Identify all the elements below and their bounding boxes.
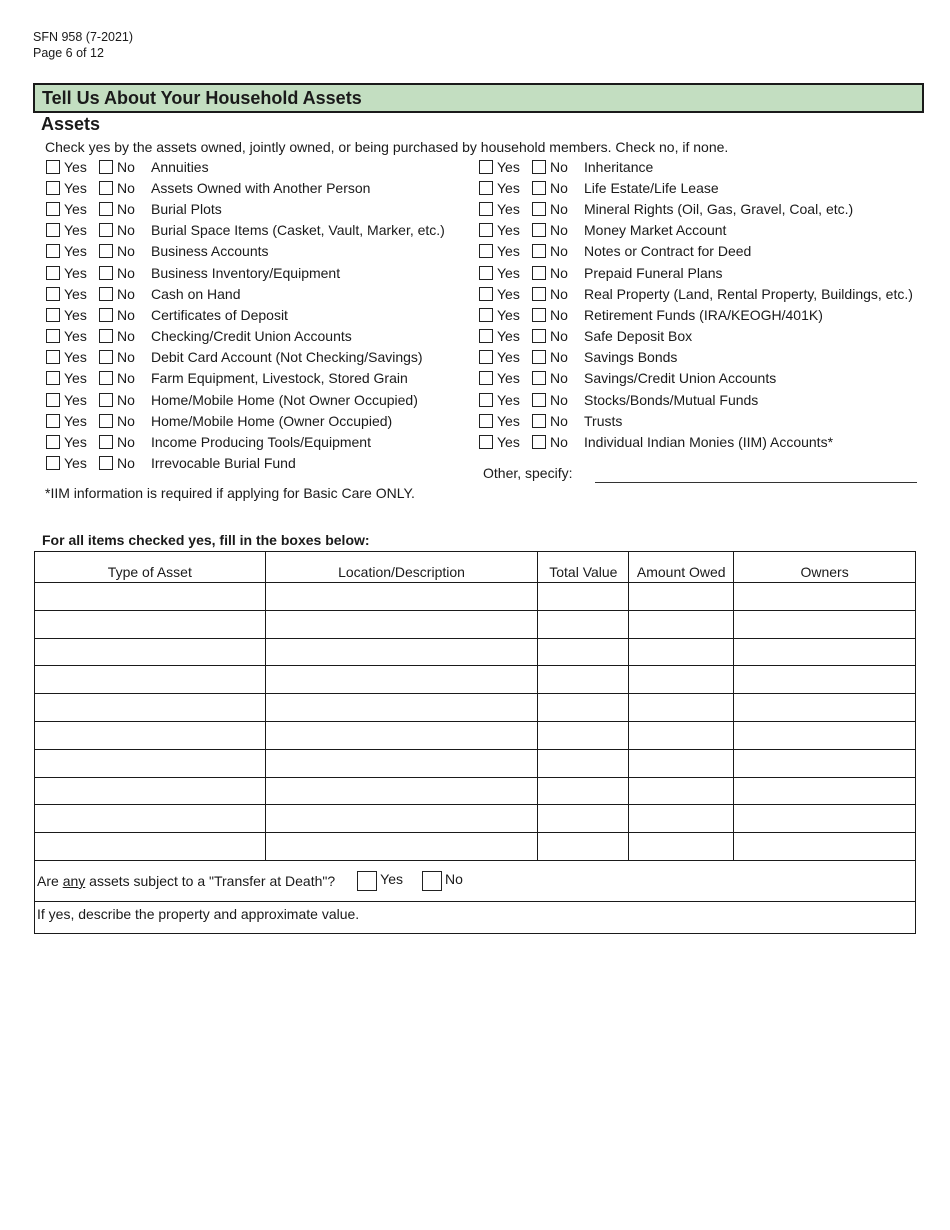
yes-option[interactable]: Yes	[46, 392, 99, 408]
no-checkbox[interactable]	[532, 181, 546, 195]
other-specify-field[interactable]	[595, 482, 917, 483]
type-of-asset-cell[interactable]	[35, 833, 266, 861]
yes-option[interactable]: Yes	[46, 434, 99, 450]
table-row	[35, 777, 916, 805]
yes-checkbox[interactable]	[46, 160, 60, 174]
location-description-cell[interactable]	[265, 666, 538, 694]
yes-checkbox[interactable]	[479, 181, 493, 195]
asset-item-label: Individual Indian Monies (IIM) Accounts*	[584, 434, 834, 451]
no-option[interactable]: No	[99, 265, 151, 281]
asset-item-stocks-bonds-mutual-funds	[479, 389, 913, 410]
no-checkbox[interactable]	[99, 414, 113, 428]
transfer-description-label: If yes, describe the property and approximate value.	[37, 905, 360, 922]
no-option[interactable]: No	[532, 392, 584, 408]
asset-item-label: Savings Bonds	[584, 349, 678, 366]
yes-checkbox[interactable]	[479, 160, 493, 174]
yes-option[interactable]: Yes	[46, 222, 99, 238]
no-checkbox[interactable]	[532, 435, 546, 449]
fill-instruction: For all items checked yes, fill in the boxes below:	[42, 532, 370, 548]
no-checkbox[interactable]	[99, 456, 113, 470]
section-title: Tell Us About Your Household Assets	[33, 83, 924, 113]
asset-item-label: Farm Equipment, Livestock, Stored Grain	[151, 370, 408, 387]
asset-item-label: Trusts	[584, 412, 623, 429]
yes-checkbox[interactable]	[479, 414, 493, 428]
no-checkbox[interactable]	[99, 350, 113, 364]
no-checkbox[interactable]	[99, 393, 113, 407]
location-description-cell[interactable]	[265, 610, 538, 638]
yes-checkbox[interactable]	[479, 435, 493, 449]
yes-checkbox[interactable]	[46, 393, 60, 407]
yes-option[interactable]: Yes	[479, 307, 532, 323]
amount-owed-cell[interactable]	[629, 749, 734, 777]
transfer-no-checkbox[interactable]	[422, 871, 442, 891]
col-location-description: Location/Description	[265, 552, 538, 583]
yes-option[interactable]: Yes	[479, 392, 532, 408]
owners-cell[interactable]	[734, 749, 916, 777]
asset-details-table	[34, 551, 916, 934]
no-option[interactable]: No	[532, 413, 584, 429]
yes-option[interactable]: Yes	[46, 286, 99, 302]
yes-checkbox[interactable]	[479, 308, 493, 322]
asset-item-label: Mineral Rights (Oil, Gas, Gravel, Coal, etc.)	[584, 200, 854, 217]
location-description-cell[interactable]	[265, 694, 538, 722]
asset-item-notes-or-contract-for-deed	[479, 241, 913, 262]
amount-owed-cell[interactable]	[629, 583, 734, 611]
transfer-yes-checkbox[interactable]	[357, 871, 377, 891]
no-checkbox[interactable]	[532, 266, 546, 280]
type-of-asset-cell[interactable]	[35, 694, 266, 722]
total-value-cell[interactable]	[538, 833, 629, 861]
asset-item-life-estate-life-lease	[479, 177, 913, 198]
yes-checkbox[interactable]	[479, 350, 493, 364]
transfer-description-row	[35, 901, 916, 933]
yes-checkbox[interactable]	[479, 244, 493, 258]
type-of-asset-cell[interactable]	[35, 749, 266, 777]
asset-item-label: Home/Mobile Home (Owner Occupied)	[151, 412, 393, 429]
asset-item-income-producing-tools-equipment	[46, 431, 445, 452]
asset-item-home-mobile-home-not-owner-occupied	[46, 389, 445, 410]
owners-cell[interactable]	[734, 833, 916, 861]
asset-item-label: Retirement Funds (IRA/KEOGH/401K)	[584, 306, 823, 323]
transfer-on-death-question: Are any assets subject to a "Transfer at Death"?	[37, 872, 336, 889]
location-description-cell[interactable]	[265, 638, 538, 666]
location-description-cell[interactable]	[265, 721, 538, 749]
no-checkbox[interactable]	[532, 371, 546, 385]
no-option[interactable]: No	[99, 349, 151, 365]
total-value-cell[interactable]	[538, 749, 629, 777]
owners-cell[interactable]	[734, 805, 916, 833]
yes-option[interactable]: Yes	[46, 243, 99, 259]
yes-checkbox[interactable]	[46, 308, 60, 322]
no-checkbox[interactable]	[532, 329, 546, 343]
no-option[interactable]: No	[99, 434, 151, 450]
asset-item-annuities	[46, 156, 445, 177]
asset-item-cash-on-hand	[46, 283, 445, 304]
amount-owed-cell[interactable]	[629, 777, 734, 805]
yes-checkbox[interactable]	[479, 266, 493, 280]
assets-heading: Assets	[41, 114, 101, 134]
no-option[interactable]: No	[532, 434, 584, 450]
asset-item-savings-bonds	[479, 347, 913, 368]
yes-checkbox[interactable]	[479, 202, 493, 216]
amount-owed-cell[interactable]	[629, 721, 734, 749]
no-checkbox[interactable]	[532, 308, 546, 322]
no-option[interactable]: No	[99, 159, 151, 175]
left-asset-list	[46, 156, 445, 474]
yes-checkbox[interactable]	[46, 223, 60, 237]
col-amount-owed: Amount Owed	[629, 552, 734, 583]
no-option[interactable]: No	[99, 392, 151, 408]
owners-cell[interactable]	[734, 694, 916, 722]
no-checkbox[interactable]	[99, 435, 113, 449]
amount-owed-cell[interactable]	[629, 666, 734, 694]
no-option[interactable]: No	[532, 243, 584, 259]
no-option[interactable]: No	[532, 286, 584, 302]
total-value-cell[interactable]	[538, 777, 629, 805]
table-row	[35, 721, 916, 749]
no-checkbox[interactable]	[532, 223, 546, 237]
transfer-description-field[interactable]	[35, 901, 916, 933]
amount-owed-cell[interactable]	[629, 638, 734, 666]
yes-option[interactable]: Yes	[479, 349, 532, 365]
yes-option[interactable]: Yes	[479, 265, 532, 281]
no-checkbox[interactable]	[532, 414, 546, 428]
yes-option[interactable]: Yes	[46, 349, 99, 365]
yes-option[interactable]: Yes	[46, 180, 99, 196]
asset-item-certificates-of-deposit	[46, 304, 445, 325]
asset-item-trusts	[479, 410, 913, 431]
asset-item-money-market-account	[479, 220, 913, 241]
yes-checkbox[interactable]	[46, 350, 60, 364]
no-checkbox[interactable]	[532, 350, 546, 364]
no-option[interactable]: No	[99, 286, 151, 302]
owners-cell[interactable]	[734, 610, 916, 638]
asset-item-label: Safe Deposit Box	[584, 328, 693, 345]
location-description-cell[interactable]	[265, 777, 538, 805]
col-type-of-asset: Type of Asset	[35, 552, 266, 583]
asset-item-label: Notes or Contract for Deed	[584, 243, 752, 260]
no-checkbox[interactable]	[99, 223, 113, 237]
type-of-asset-cell[interactable]	[35, 721, 266, 749]
asset-item-label: Checking/Credit Union Accounts	[151, 328, 352, 345]
no-option[interactable]: No	[99, 243, 151, 259]
asset-item-inheritance	[479, 156, 913, 177]
total-value-cell[interactable]	[538, 666, 629, 694]
total-value-cell[interactable]	[538, 694, 629, 722]
asset-item-prepaid-funeral-plans	[479, 262, 913, 283]
form-header	[33, 29, 133, 61]
asset-item-business-accounts	[46, 241, 445, 262]
yes-option[interactable]: Yes	[479, 286, 532, 302]
no-checkbox[interactable]	[532, 393, 546, 407]
type-of-asset-cell[interactable]	[35, 777, 266, 805]
no-option[interactable]: No	[99, 413, 151, 429]
yes-option[interactable]: Yes	[46, 201, 99, 217]
table-row	[35, 805, 916, 833]
asset-item-label: Inheritance	[584, 158, 654, 175]
no-option[interactable]: No	[532, 328, 584, 344]
instructions: Check yes by the assets owned, jointly owned, or being purchased by household members. Check no, if none.	[45, 139, 729, 155]
total-value-cell[interactable]	[538, 638, 629, 666]
asset-item-irrevocable-burial-fund	[46, 453, 445, 474]
yes-checkbox[interactable]	[46, 181, 60, 195]
yes-checkbox[interactable]	[46, 202, 60, 216]
table-row	[35, 583, 916, 611]
asset-item-label: Cash on Hand	[151, 285, 241, 302]
yes-option[interactable]: Yes	[46, 370, 99, 386]
asset-item-mineral-rights-oil-gas-gravel-coal-etc	[479, 198, 913, 219]
asset-item-label: Burial Space Items (Casket, Vault, Marker, etc.)	[151, 222, 445, 239]
yes-checkbox[interactable]	[46, 456, 60, 470]
type-of-asset-cell[interactable]	[35, 638, 266, 666]
asset-item-individual-indian-monies-iim-accounts	[479, 431, 913, 452]
type-of-asset-cell[interactable]	[35, 805, 266, 833]
asset-item-retirement-funds-ira-keogh-401k	[479, 304, 913, 325]
yes-option[interactable]: Yes	[46, 413, 99, 429]
table-row	[35, 638, 916, 666]
owners-cell[interactable]	[734, 721, 916, 749]
asset-item-label: Income Producing Tools/Equipment	[151, 434, 371, 451]
no-option[interactable]: No	[532, 180, 584, 196]
yes-option[interactable]: Yes	[479, 413, 532, 429]
yes-option[interactable]: Yes	[479, 180, 532, 196]
page-number: Page 6 of 12	[33, 46, 104, 60]
no-option[interactable]: No	[532, 265, 584, 281]
yes-checkbox[interactable]	[479, 393, 493, 407]
table-row	[35, 610, 916, 638]
yes-option[interactable]: Yes	[46, 455, 99, 471]
table-row	[35, 833, 916, 861]
asset-item-label: Money Market Account	[584, 222, 727, 239]
right-asset-list	[479, 156, 913, 453]
yes-option[interactable]: Yes	[479, 243, 532, 259]
no-option[interactable]: No	[532, 159, 584, 175]
asset-item-label: Burial Plots	[151, 200, 222, 217]
asset-item-business-inventory-equipment	[46, 262, 445, 283]
no-option[interactable]: No	[99, 328, 151, 344]
yes-option[interactable]: Yes	[46, 159, 99, 175]
no-checkbox[interactable]	[532, 202, 546, 216]
no-checkbox[interactable]	[532, 160, 546, 174]
total-value-cell[interactable]	[538, 583, 629, 611]
total-value-cell[interactable]	[538, 610, 629, 638]
table-header-row	[35, 552, 916, 583]
no-checkbox[interactable]	[99, 244, 113, 258]
transfer-no-option[interactable]: No	[422, 871, 463, 891]
asset-item-label: Prepaid Funeral Plans	[584, 264, 723, 281]
amount-owed-cell[interactable]	[629, 805, 734, 833]
col-total-value: Total Value	[538, 552, 629, 583]
asset-item-burial-plots	[46, 198, 445, 219]
no-option[interactable]: No	[532, 370, 584, 386]
no-option[interactable]: No	[99, 180, 151, 196]
no-option[interactable]: No	[99, 370, 151, 386]
asset-item-safe-deposit-box	[479, 326, 913, 347]
no-checkbox[interactable]	[99, 202, 113, 216]
yes-checkbox[interactable]	[479, 329, 493, 343]
asset-item-label: Annuities	[151, 158, 209, 175]
amount-owed-cell[interactable]	[629, 833, 734, 861]
yes-option[interactable]: Yes	[46, 265, 99, 281]
no-checkbox[interactable]	[99, 287, 113, 301]
total-value-cell[interactable]	[538, 805, 629, 833]
yes-option[interactable]: Yes	[479, 370, 532, 386]
asset-item-label: Irrevocable Burial Fund	[151, 455, 296, 472]
no-option[interactable]: No	[532, 307, 584, 323]
asset-item-label: Real Property (Land, Rental Property, Buildings, etc.)	[584, 285, 913, 302]
yes-checkbox[interactable]	[46, 244, 60, 258]
no-checkbox[interactable]	[99, 181, 113, 195]
total-value-cell[interactable]	[538, 721, 629, 749]
asset-item-checking-credit-union-accounts	[46, 326, 445, 347]
asset-item-label: Certificates of Deposit	[151, 306, 288, 323]
yes-checkbox[interactable]	[479, 371, 493, 385]
iim-note: *IIM information is required if applying for Basic Care ONLY.	[45, 485, 415, 501]
type-of-asset-cell[interactable]	[35, 583, 266, 611]
table-row	[35, 694, 916, 722]
asset-item-label: Home/Mobile Home (Not Owner Occupied)	[151, 391, 418, 408]
asset-item-debit-card-account-not-checking-savings	[46, 347, 445, 368]
no-option[interactable]: No	[532, 222, 584, 238]
yes-checkbox[interactable]	[479, 223, 493, 237]
asset-item-farm-equipment-livestock-stored-grain	[46, 368, 445, 389]
type-of-asset-cell[interactable]	[35, 666, 266, 694]
yes-option[interactable]: Yes	[479, 328, 532, 344]
yes-option[interactable]: Yes	[479, 159, 532, 175]
asset-item-home-mobile-home-owner-occupied	[46, 410, 445, 431]
amount-owed-cell[interactable]	[629, 694, 734, 722]
location-description-cell[interactable]	[265, 833, 538, 861]
no-option[interactable]: No	[532, 349, 584, 365]
location-description-cell[interactable]	[265, 749, 538, 777]
yes-option[interactable]: Yes	[479, 222, 532, 238]
no-option[interactable]: No	[99, 307, 151, 323]
yes-checkbox[interactable]	[479, 287, 493, 301]
no-option[interactable]: No	[99, 201, 151, 217]
form-number: SFN 958 (7-2021)	[33, 30, 134, 44]
transfer-on-death-row	[35, 860, 916, 901]
yes-checkbox[interactable]	[46, 414, 60, 428]
asset-item-real-property-land-rental-property-buildings-etc	[479, 283, 913, 304]
no-option[interactable]: No	[99, 222, 151, 238]
yes-checkbox[interactable]	[46, 266, 60, 280]
asset-item-label: Stocks/Bonds/Mutual Funds	[584, 391, 759, 408]
yes-option[interactable]: Yes	[479, 201, 532, 217]
no-checkbox[interactable]	[99, 308, 113, 322]
asset-item-label: Debit Card Account (Not Checking/Savings)	[151, 349, 423, 366]
no-checkbox[interactable]	[532, 244, 546, 258]
owners-cell[interactable]	[734, 583, 916, 611]
asset-item-label: Assets Owned with Another Person	[151, 179, 371, 196]
yes-option[interactable]: Yes	[46, 328, 99, 344]
owners-cell[interactable]	[734, 638, 916, 666]
no-checkbox[interactable]	[532, 287, 546, 301]
asset-item-savings-credit-union-accounts	[479, 368, 913, 389]
asset-item-label: Business Inventory/Equipment	[151, 264, 341, 281]
yes-checkbox[interactable]	[46, 329, 60, 343]
owners-cell[interactable]	[734, 666, 916, 694]
amount-owed-cell[interactable]	[629, 610, 734, 638]
transfer-yes-option[interactable]: Yes	[357, 871, 403, 891]
table-row	[35, 749, 916, 777]
location-description-cell[interactable]	[265, 805, 538, 833]
no-option[interactable]: No	[532, 201, 584, 217]
no-checkbox[interactable]	[99, 160, 113, 174]
asset-item-label: Savings/Credit Union Accounts	[584, 370, 777, 387]
yes-checkbox[interactable]	[46, 287, 60, 301]
yes-checkbox[interactable]	[46, 371, 60, 385]
asset-item-assets-owned-with-another-person	[46, 177, 445, 198]
yes-checkbox[interactable]	[46, 435, 60, 449]
no-checkbox[interactable]	[99, 329, 113, 343]
asset-item-label: Life Estate/Life Lease	[584, 179, 719, 196]
owners-cell[interactable]	[734, 777, 916, 805]
asset-item-burial-space-items-casket-vault-marker-etc	[46, 220, 445, 241]
location-description-cell[interactable]	[265, 583, 538, 611]
asset-item-label: Business Accounts	[151, 243, 269, 260]
no-option[interactable]: No	[99, 455, 151, 471]
col-owners: Owners	[734, 552, 916, 583]
other-specify-label: Other, specify:	[483, 465, 573, 481]
type-of-asset-cell[interactable]	[35, 610, 266, 638]
yes-option[interactable]: Yes	[46, 307, 99, 323]
yes-option[interactable]: Yes	[479, 434, 532, 450]
table-row	[35, 666, 916, 694]
no-checkbox[interactable]	[99, 266, 113, 280]
no-checkbox[interactable]	[99, 371, 113, 385]
